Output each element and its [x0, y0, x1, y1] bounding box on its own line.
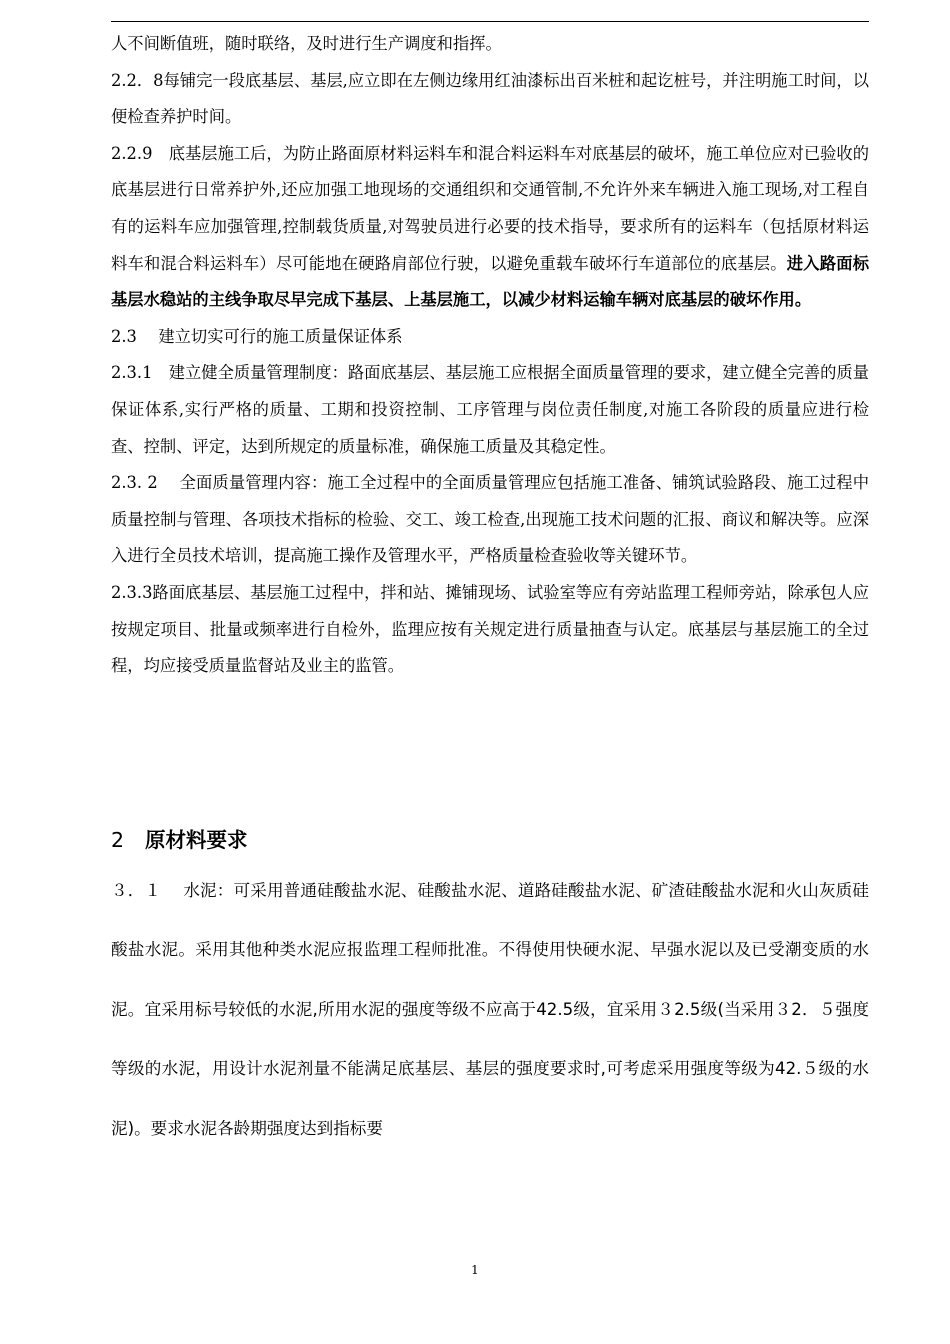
page-number: 1: [471, 1263, 479, 1277]
section-number: 2: [111, 828, 125, 852]
paragraph-text: 2.2.9 底基层施工后，为防止路面原材料运料车和混合料运料车对底基层的破坏，施工单位应对已验收的底基层进行日常养护外,还应加强工地现场的交通组织和交通管制,不允许外来车辆进入施工现场,对工程自有的运料车应加强管理,控制载货质量,对驾驶员进行必要的技术指导，要求所有的运料车（包括原材料运料车和混合料运料车）尽可能地在硬路肩部位行驶，以避免重载车破坏行车道部位的底基层。: [111, 143, 869, 273]
body-text: [111, 26, 869, 685]
paragraph: 2.3. 2 全面质量管理内容：施工全过程中的全面质量管理应包括施工准备、铺筑试验路段、施工过程中质量控制与管理、各项技术指标的检验、交工、竣工检查,出现施工技术问题的汇报、商议和解决等。应深入进行全员技术培训，提高施工操作及管理水平，严格质量检查验收等关键环节。: [111, 473, 869, 566]
bold-sentence: 进入路面标基层水稳站的主线争取尽早完成下基层、上基层施工，以减少材料运输车辆对底基层的破坏作用。: [111, 253, 869, 310]
paragraph: 2.3.3路面底基层、基层施工过程中，拌和站、摊铺现场、试验室等应有旁站监理工程师旁站，除承包人应按规定项目、批量或频率进行自检外，监理应按有关规定进行质量抽查与认定。底基层与基层施工的全过程，均应接受质量监督站及业主的监管。: [111, 582, 869, 676]
paragraph: 2.3.1 建立健全质量管理制度：路面底基层、基层施工应根据全面质量管理的要求，建立健全完善的质量保证体系,实行严格的质量、工期和投资控制、工序管理与岗位责任制度,对施工各阶段的质量应进行检查、控制、评定，达到所规定的质量标准，确保施工质量及其稳定性。: [111, 363, 869, 456]
section-3-1: [111, 861, 869, 1158]
cement-paragraph: ３．１ 水泥：可采用普通硅酸盐水泥、硅酸盐水泥、道路硅酸盐水泥、矿渣硅酸盐水泥和火山灰质硅酸盐水泥。采用其他种类水泥应报监理工程师批准。不得使用快硬水泥、早强水泥以及已受潮变质的水泥。宜采用标号较低的水泥,所用水泥的强度等级不应高于42.5级，宜采用３2.5级(当采用３2．５强度等级的水泥，用设计水泥剂量不能满足底基层、基层的强度要求时,可考虑采用强度等级为42.５级的水泥)。要求水泥各龄期强度达到指标要: [111, 881, 869, 1138]
paragraph: 2.2．8每铺完一段底基层、基层,应立即在左侧边缘用红油漆标出百米桩和起讫桩号，并注明施工时间，以便检查养护时间。: [111, 70, 869, 127]
paragraph: 人不间断值班，随时联络，及时进行生产调度和指挥。: [111, 34, 502, 53]
paragraph-with-bold: [111, 136, 869, 319]
header-rule: [111, 21, 869, 22]
section-title: 原材料要求: [145, 828, 248, 852]
section-heading: [111, 820, 869, 860]
subheading: 2.3 建立切实可行的施工质量保证体系: [111, 326, 403, 346]
